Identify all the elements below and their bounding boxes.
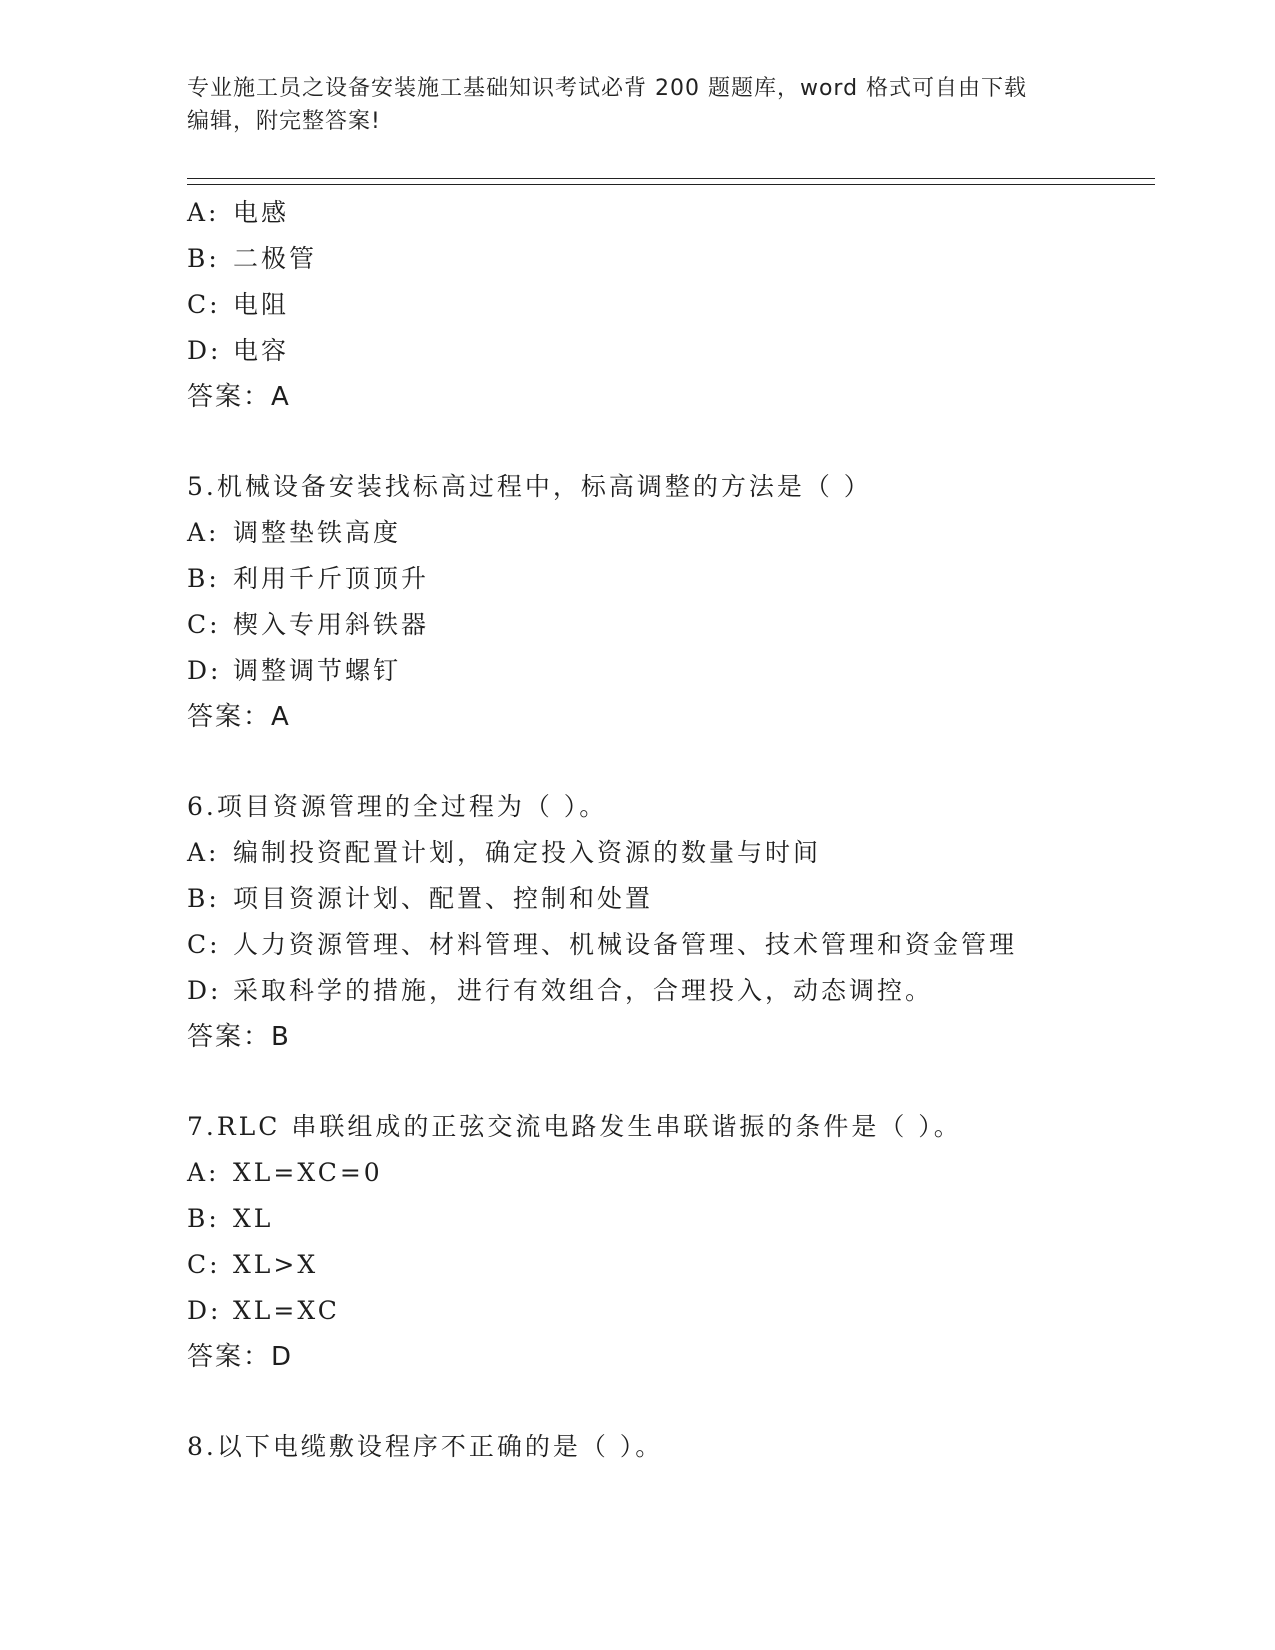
option-b — [187, 876, 1167, 922]
option-text: 采取科学的措施，进行有效组合，合理投入，动态调控。 — [233, 976, 934, 1005]
spacer — [187, 1380, 1167, 1424]
option-text: XL — [233, 1204, 274, 1233]
question-text: 6.项目资源管理的全过程为（ ）。 — [187, 792, 608, 821]
option-text: 楔入专用斜铁器 — [233, 610, 430, 639]
question-text: 5.机械设备安装找标高过程中，标高调整的方法是（ ） — [187, 472, 872, 501]
option-key: D: — [187, 1296, 222, 1325]
option-a — [187, 1150, 1167, 1196]
option-key: D: — [187, 976, 222, 1005]
option-c — [187, 282, 1167, 328]
option-key: D: — [187, 336, 222, 365]
option-key: A: — [187, 198, 220, 227]
option-key: B: — [187, 884, 220, 913]
option-key: D: — [187, 656, 222, 685]
answer-line: 答案：A — [187, 382, 291, 412]
question-6 — [187, 784, 1167, 1060]
option-text: XL=XC — [233, 1296, 340, 1325]
option-a — [187, 510, 1167, 556]
option-text: 编制投资配置计划，确定投入资源的数量与时间 — [233, 838, 822, 867]
option-text: 电阻 — [233, 290, 290, 319]
answer-line: 答案：D — [187, 1342, 294, 1372]
option-c — [187, 922, 1167, 968]
option-key: C: — [187, 1250, 221, 1279]
option-b — [187, 236, 1167, 282]
option-text: 人力资源管理、材料管理、机械设备管理、技术管理和资金管理 — [233, 930, 1018, 959]
spacer — [187, 740, 1167, 784]
option-key: A: — [187, 838, 220, 867]
question-list — [187, 190, 1167, 1470]
option-text: XL=XC=0 — [233, 1158, 383, 1187]
question-5 — [187, 464, 1167, 740]
option-key: C: — [187, 290, 221, 319]
option-d — [187, 1288, 1167, 1334]
option-d — [187, 968, 1167, 1014]
header-line-1: 专业施工员之设备安装施工基础知识考试必背 200 题题库，word 格式可自由下载 — [187, 76, 1028, 101]
option-text: 项目资源计划、配置、控制和处置 — [233, 884, 654, 913]
header-divider-bottom — [187, 184, 1155, 185]
option-b — [187, 1196, 1167, 1242]
option-text: 利用千斤顶顶升 — [233, 564, 430, 593]
option-c — [187, 602, 1167, 648]
question-7 — [187, 1104, 1167, 1380]
spacer — [187, 420, 1167, 464]
option-key: A: — [187, 1158, 220, 1187]
option-key: C: — [187, 610, 221, 639]
option-c — [187, 1242, 1167, 1288]
option-d — [187, 328, 1167, 374]
option-key: A: — [187, 518, 220, 547]
header-divider-top — [187, 178, 1155, 179]
document-header — [187, 72, 1067, 138]
option-key: B: — [187, 1204, 220, 1233]
question-text: 8.以下电缆敷设程序不正确的是（ ）。 — [187, 1432, 664, 1461]
option-key: C: — [187, 930, 221, 959]
option-text: 二极管 — [233, 244, 318, 273]
spacer — [187, 1060, 1167, 1104]
option-a — [187, 190, 1167, 236]
option-b — [187, 556, 1167, 602]
header-line-2: 编辑，附完整答案! — [187, 109, 381, 134]
option-key: B: — [187, 244, 220, 273]
option-text: 电感 — [233, 198, 290, 227]
option-a — [187, 830, 1167, 876]
option-text: 调整调节螺钉 — [233, 656, 402, 685]
question-text: 7.RLC 串联组成的正弦交流电路发生串联谐振的条件是（ ）。 — [187, 1112, 962, 1141]
option-key: B: — [187, 564, 220, 593]
option-text: 电容 — [233, 336, 290, 365]
option-text: XL>X — [233, 1250, 319, 1279]
answer-line: 答案：A — [187, 702, 291, 732]
option-text: 调整垫铁高度 — [233, 518, 402, 547]
answer-line: 答案：B — [187, 1022, 291, 1052]
option-d — [187, 648, 1167, 694]
question-8 — [187, 1424, 1167, 1470]
question-4 — [187, 190, 1167, 420]
